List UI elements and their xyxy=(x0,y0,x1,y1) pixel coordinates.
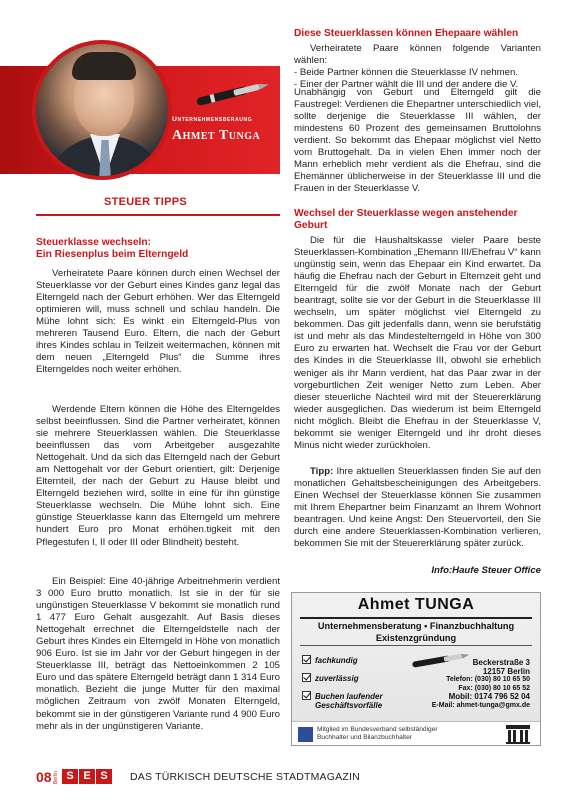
ad-company-name: Ahmet TUNGA xyxy=(357,596,475,613)
source-credit: Info:Haufe Steuer Office xyxy=(431,565,541,576)
right-paragraph-tip xyxy=(294,466,541,550)
left-paragraph-1 xyxy=(36,268,280,376)
ad-membership-line-1: Mitglied im Bundesverband selbständiger xyxy=(317,726,438,733)
right-headline-1-text: Diese Steuerklassen können Ehepaare wählen xyxy=(294,28,519,39)
fountain-pen-icon xyxy=(190,77,270,111)
ad-feature-label: Buchen laufender xyxy=(315,692,383,701)
checkbox-icon xyxy=(302,673,311,682)
brand-vertical-label: Berlin xyxy=(53,771,59,784)
left-paragraph-2-text: Werdende Eltern können die Höhe des Elterngeldes selbst beeinflussen. Sind die Partner verheiratet, können sie mehrere Steuerklassen wählen. Die Steuerklasse beeinflussen das vom Arbeitgeber ausgezahlte Nettogehalt. Und da sich das Elterngeld nach der Geburt am Nettogehalt vor der Geburt orientiert, gilt: Derjenige Elternteil, der nach der Geburt zu Hause bleibt und Elterngeld beziehen wird, sollte in eine für ihn günstige Steuerklasse wechseln. Die Mühe lohnt sich. Eine günstige Steuerklasse kann das Elterngeld um mehrere hundert Euro pro Monat erhöhen.tigkeit mit den Pflegestufen I, II oder III oder Blindheit) besteht. xyxy=(36,404,280,548)
ad-fax: Fax: (030) 80 10 65 52 xyxy=(458,684,530,692)
left-paragraph-3-text: Ein Beispiel: Eine 40-jährige Arbeitnehmerin verdient 3 000 Euro brutto monatlich. Ist sie in der für sie ungünstigen Steuerklasse V bekommt sie monatlich rund 1 477 Euro Gehalt ausgezahlt. Auf Basis dieses Nettogehalt errechnet die Elterngeldstelle nach der Geburt ihres Kindes ein Elterngeld in Höhe von monatlich 906 Euro. Ist sie im Jahr vor der Geburt hingegen in der Steuerklasse III, beträgt das Nettoeinkommen 2 105 Euro und das spätere Elterngeld beträgt dann 1 314 Euro monatlich. Bezieht die junge Mutter für den maximal möglichen Zeitraum von zwölf Monaten Elterngeld, bekommt sie in der günstigeren Variante rund 4 900 Euro mehr als in der ungünstigeren Variante. xyxy=(36,576,280,732)
left-paragraph-3 xyxy=(36,576,280,733)
magazine-logo xyxy=(62,769,112,784)
ad-divider-thin xyxy=(300,645,532,646)
ad-feature-item xyxy=(302,673,359,683)
ad-divider xyxy=(300,617,532,619)
option-item: - Beide Partner können die Steuerklasse IV nehmen. xyxy=(294,67,518,79)
ad-membership-line-2: Buchhalter und Bilanzbuchhalter xyxy=(317,734,412,741)
ad-city: 12157 Berlin xyxy=(482,666,530,676)
headline-line-1: Steuerklasse wechseln: xyxy=(36,237,151,248)
right-headline-2 xyxy=(294,208,541,232)
association-logo-icon xyxy=(298,727,313,742)
options-intro-text: Verheiratete Paare können folgende Varianten wählen: xyxy=(294,43,541,67)
logo-letter: S xyxy=(96,769,112,784)
checkbox-icon xyxy=(302,655,311,664)
tip-text: Ihre aktuellen Steuerklassen finden Sie auf den monatlichen Gehaltsbescheinigungen des Arbeitgebers. Einen Wechsel der Steuerklasse können Sie zusammen mit Ihrem Ehepartner beim Finanzamt an Ihrem Wohnort beantragen. Und keine Angst: Den Steuervorteil, den Sie durch eine andere Steuerklassen-Kombination verlieren, bekommen Sie mit der Steuererklärung später zurück. xyxy=(294,466,541,550)
author-portrait xyxy=(32,40,172,180)
association-seal-icon xyxy=(506,725,530,744)
logo-letter: S xyxy=(62,769,78,784)
right-paragraph-3 xyxy=(294,235,541,452)
options-intro xyxy=(294,43,541,67)
left-paragraph-1-text: Verheiratete Paare können durch einen Wechsel der Steuerklasse vor der Geburt eines Kindes ganz legal das Elterngeld nach der Geburt erhöhen. Wer das Elterngeld optimieren will, muss schnell und schlau handeln. Die Mühe lohnt sich: Es winkt ein Elterngeld-Plus von mehreren Tausend Euro. Eltern, die nach der Geburt ihres Kindes schlau in Teilzeit weitermachen, können mit dem neuen „Elterngeld Plus“ die Summe ihres Elterngeldes noch weiter erhöhen. xyxy=(36,268,280,376)
ad-email: E-Mail: ahmet-tunga@gmx.de xyxy=(431,701,530,709)
article-headline xyxy=(36,237,280,261)
right-options-list xyxy=(294,43,541,91)
ad-contact-block xyxy=(420,659,530,711)
magazine-title: DAS TÜRKISCH DEUTSCHE STADTMAGAZIN xyxy=(130,771,360,783)
ad-footer xyxy=(292,721,540,746)
right-headline-2-text: Wechsel der Steuerklasse wegen anstehender Geburt xyxy=(294,208,518,231)
headline-line-2: Ein Riesenplus beim Elterngeld xyxy=(36,249,189,260)
brand-subtitle: Unternehmensberaung xyxy=(172,116,253,123)
tip-label: Tipp: xyxy=(310,466,334,477)
portrait-hair xyxy=(72,52,136,80)
section-divider xyxy=(36,214,280,216)
option-item: - Einer der Partner wählt die III und der andere die V. xyxy=(294,79,519,91)
right-headline-1 xyxy=(294,28,541,40)
ad-services: Unternehmensberatung • Finanzbuchhaltung xyxy=(317,621,515,631)
logo-letter: E xyxy=(79,769,95,784)
ad-feature-label: fachkundig xyxy=(315,656,358,665)
ad-mobile: Mobil: 0174 796 52 04 xyxy=(448,692,530,702)
section-label: STEUER TIPPS xyxy=(104,196,188,208)
ad-membership xyxy=(317,726,438,742)
ad-phone: Telefon: (030) 80 10 65 50 xyxy=(446,676,530,684)
checkbox-icon xyxy=(302,691,311,700)
page-number: 08 xyxy=(36,769,52,785)
ad-feature-item xyxy=(302,691,383,701)
ad-feature-item xyxy=(302,655,358,665)
right-paragraph-3-text: Die für die Haushaltskasse vieler Paare beste Steuerklassen-Kombination „Ehemann III/Ehefrau V“ kann ungünstig sein, wenn das Ehepaar ein Kind erwartet. Da häufig die Ehefrau nach der Geburt in Elternzeit geht und Elterngeld für die zwölf Monate nach der Geburt beantragt, sollte sie vor der Geburt in die Steuerklasse III wechseln, um später möglichst viel Elterngeld zu bekommen. Das gilt jedenfalls dann, wenn sie berufstätig ist und mehr als das Mindestelterngeld in Höhe von 300 Euro zu erwarten hat. Wechselt die Frau vor der Geburt des Kindes in die Steuerklasse III, obwohl sie erheblich weniger als ihr Mann verdient, hat das Paar zwar in der vorgeburtlichen Zeit weniger Netto zum Leben. Aber dieser steuerliche Nachteil wird mit der Steuererklärung wieder ausgeglichen. Das wiederum ist beim Elterngeld nicht möglich. Bleibt die Ehefrau in der Steuerklasse V, bekommt sie weniger Elterngeld und ihr droht dieses Minus nicht wieder zurückholen. xyxy=(294,235,541,451)
left-paragraph-2 xyxy=(36,404,280,549)
ad-feature-item-cont: Geschäftsvorfälle xyxy=(315,701,383,710)
ad-street: Beckerstraße 3 xyxy=(472,658,530,667)
right-paragraph-2: Unabhängig von Geburt und Elterngeld gilt die Faustregel: Verdienen die Ehepartner unterschiedlich viel, sollte derjenige die Steuerklasse III wählen, der mindestens 60 Prozent des gemeinsamen Bruttolohns verdient. So bekommt das Ehepaar möglichst viel Netto vom Bruttogehalt. Da in vielen Ehen immer noch der Mann erheblich mehr verdient als die Ehefrau, sind die Ehemänner üblicherweise in der Steuerklasse III und die Frauen in der Steuerklasse V. xyxy=(294,87,541,195)
ad-feature-label: zuverlässig xyxy=(315,674,359,683)
advertisement-box xyxy=(291,592,541,746)
ad-service-extra: Existenzgründung xyxy=(375,633,457,643)
brand-name: Ahmet Tunga xyxy=(172,128,261,143)
